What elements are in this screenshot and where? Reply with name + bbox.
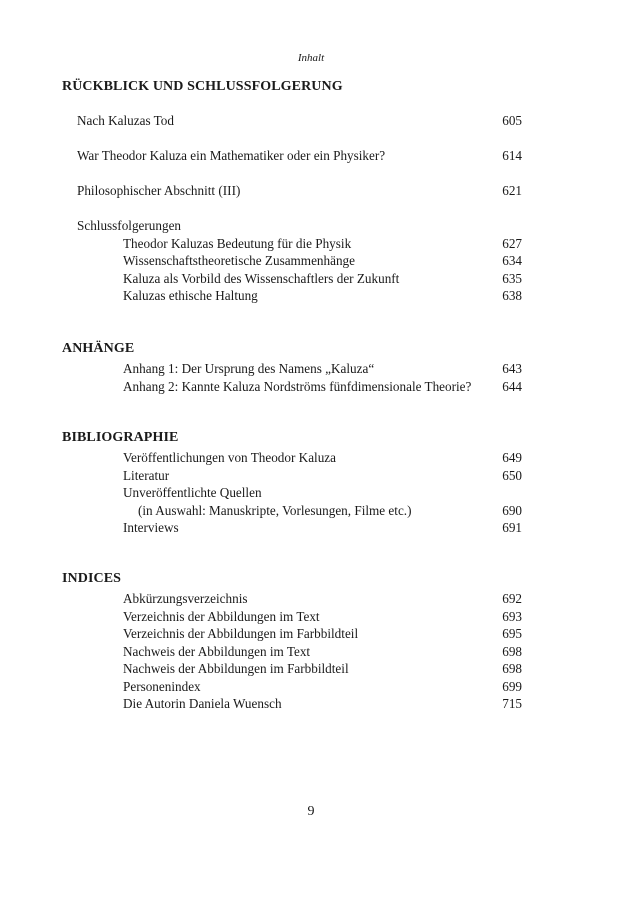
toc-entry-title: Verzeichnis der Abbildungen im Text — [123, 608, 320, 624]
toc-entry-page: 634 — [502, 253, 522, 268]
toc-entry-title: Theodor Kaluzas Bedeutung für die Physik — [123, 235, 352, 251]
toc-entry-title: Personenindex — [123, 678, 201, 694]
toc-entry-title: Kaluza als Vorbild des Wissenschaftlers der Zukunft — [123, 270, 400, 286]
toc-entry-title: Kaluzas ethische Haltung — [123, 288, 258, 303]
toc-entry-title: Abkürzungsverzeichnis — [123, 591, 248, 606]
toc-entry-title: Unveröffentlichte Quellen — [123, 485, 262, 500]
running-head: Inhalt — [297, 52, 325, 64]
toc-entry-nach-kaluzas-tod[interactable] — [62, 112, 522, 130]
toc-entry-page: 699 — [502, 678, 522, 694]
toc-entry-unveroeffentlichte-quellen[interactable] — [62, 484, 522, 502]
toc-entry-page: 605 — [502, 113, 522, 128]
toc-entry-philosophischer-abschnitt[interactable] — [62, 182, 522, 200]
toc-entry-page: 644 — [502, 378, 522, 394]
toc-entry-page: 635 — [502, 270, 522, 286]
page-number: 9 — [307, 804, 315, 819]
toc-entry-mathematiker-physiker[interactable] — [62, 147, 522, 165]
toc-entry-vorbild[interactable] — [62, 270, 522, 288]
toc-entry-verzeichnis-abb-farbbildteil[interactable] — [62, 625, 522, 643]
toc-entry-title: Veröffentlichungen von Theodor Kaluza — [123, 450, 337, 465]
toc-entry-title: Philosophischer Abschnitt (III) — [77, 183, 241, 198]
toc-entry-nachweis-abb-text[interactable] — [62, 643, 522, 661]
toc-entry-page: 638 — [502, 288, 522, 303]
section-ruckblick — [62, 76, 522, 98]
toc-entry-title: Nachweis der Abbildungen im Farbbildteil — [123, 661, 349, 676]
toc-entry-title: Anhang 1: Der Ursprung des Namens „Kaluza“ — [123, 361, 375, 376]
toc-entry-title: Schlussfolgerungen — [77, 218, 182, 233]
section-heading-anhaenge: ANHÄNGE — [62, 341, 135, 356]
toc-entry-page: 627 — [502, 235, 522, 251]
toc-entry-page: 691 — [502, 520, 522, 535]
toc-entry-page: 621 — [502, 183, 522, 198]
section-indices — [62, 568, 522, 713]
toc-entry-title: (in Auswahl: Manuskripte, Vorlesungen, Filme etc.) — [138, 502, 412, 518]
toc-entry-page: 643 — [502, 361, 522, 376]
toc-entry-title: Nachweis der Abbildungen im Text — [123, 643, 311, 659]
section-anhaenge — [62, 338, 522, 395]
toc-entry-page: 698 — [502, 661, 522, 676]
toc-entry-title: Die Autorin Daniela Wuensch — [123, 696, 282, 711]
toc-entry-page: 698 — [502, 643, 522, 659]
toc-entry-title: Nach Kaluzas Tod — [77, 113, 174, 128]
section-bibliographie — [62, 427, 522, 537]
toc-entry-ethische-haltung[interactable] — [62, 287, 522, 305]
toc-entry-wissenschaftstheoretische[interactable] — [62, 252, 522, 270]
toc-entry-bedeutung-physik[interactable] — [62, 235, 522, 253]
toc-entry-page: 650 — [502, 467, 522, 483]
toc-entry-title: Literatur — [123, 467, 170, 483]
toc-entry-page: 692 — [502, 591, 522, 606]
toc-entry-page: 693 — [502, 608, 522, 624]
toc-group-schlussfolgerungen — [62, 217, 522, 305]
toc-entry-in-auswahl[interactable] — [62, 502, 522, 520]
toc-entry-page: 715 — [502, 696, 522, 711]
toc-entry-title: Verzeichnis der Abbildungen im Farbbildteil — [123, 626, 359, 641]
toc-entry-veroeffentlichungen[interactable] — [62, 449, 522, 467]
toc-entry-personenindex[interactable] — [62, 678, 522, 696]
toc-entry-title: Wissenschaftstheoretische Zusammenhänge — [123, 253, 356, 268]
toc-entry-schlussfolgerungen[interactable] — [62, 217, 522, 235]
toc-entry-page: 614 — [502, 148, 522, 163]
toc-entry-die-autorin[interactable] — [62, 695, 522, 713]
toc-entry-title: Anhang 2: Kannte Kaluza Nordströms fünfdimensionale Theorie? — [123, 378, 472, 394]
toc-entry-verzeichnis-abb-text[interactable] — [62, 608, 522, 626]
toc-entry-interviews[interactable] — [62, 519, 522, 537]
toc-entry-nachweis-abb-farbbildteil[interactable] — [62, 660, 522, 678]
section-heading-ruckblick: RÜCKBLICK UND SCHLUSSFOLGERUNG — [62, 79, 343, 94]
toc-entry-anhang-1[interactable] — [62, 360, 522, 378]
section-heading-indices: INDICES — [62, 571, 122, 586]
section-heading-bibliographie: BIBLIOGRAPHIE — [62, 430, 179, 445]
toc-entry-literatur[interactable] — [62, 467, 522, 485]
toc-entry-title: Interviews — [123, 520, 179, 535]
toc-entry-title: War Theodor Kaluza ein Mathematiker oder ein Physiker? — [77, 148, 386, 163]
toc-entry-page: 695 — [502, 626, 522, 641]
toc-entry-page: 690 — [502, 502, 522, 518]
toc-entry-abkuerzungsverzeichnis[interactable] — [62, 590, 522, 608]
toc-entry-anhang-2[interactable] — [62, 378, 522, 396]
toc-entry-page: 649 — [502, 450, 522, 465]
